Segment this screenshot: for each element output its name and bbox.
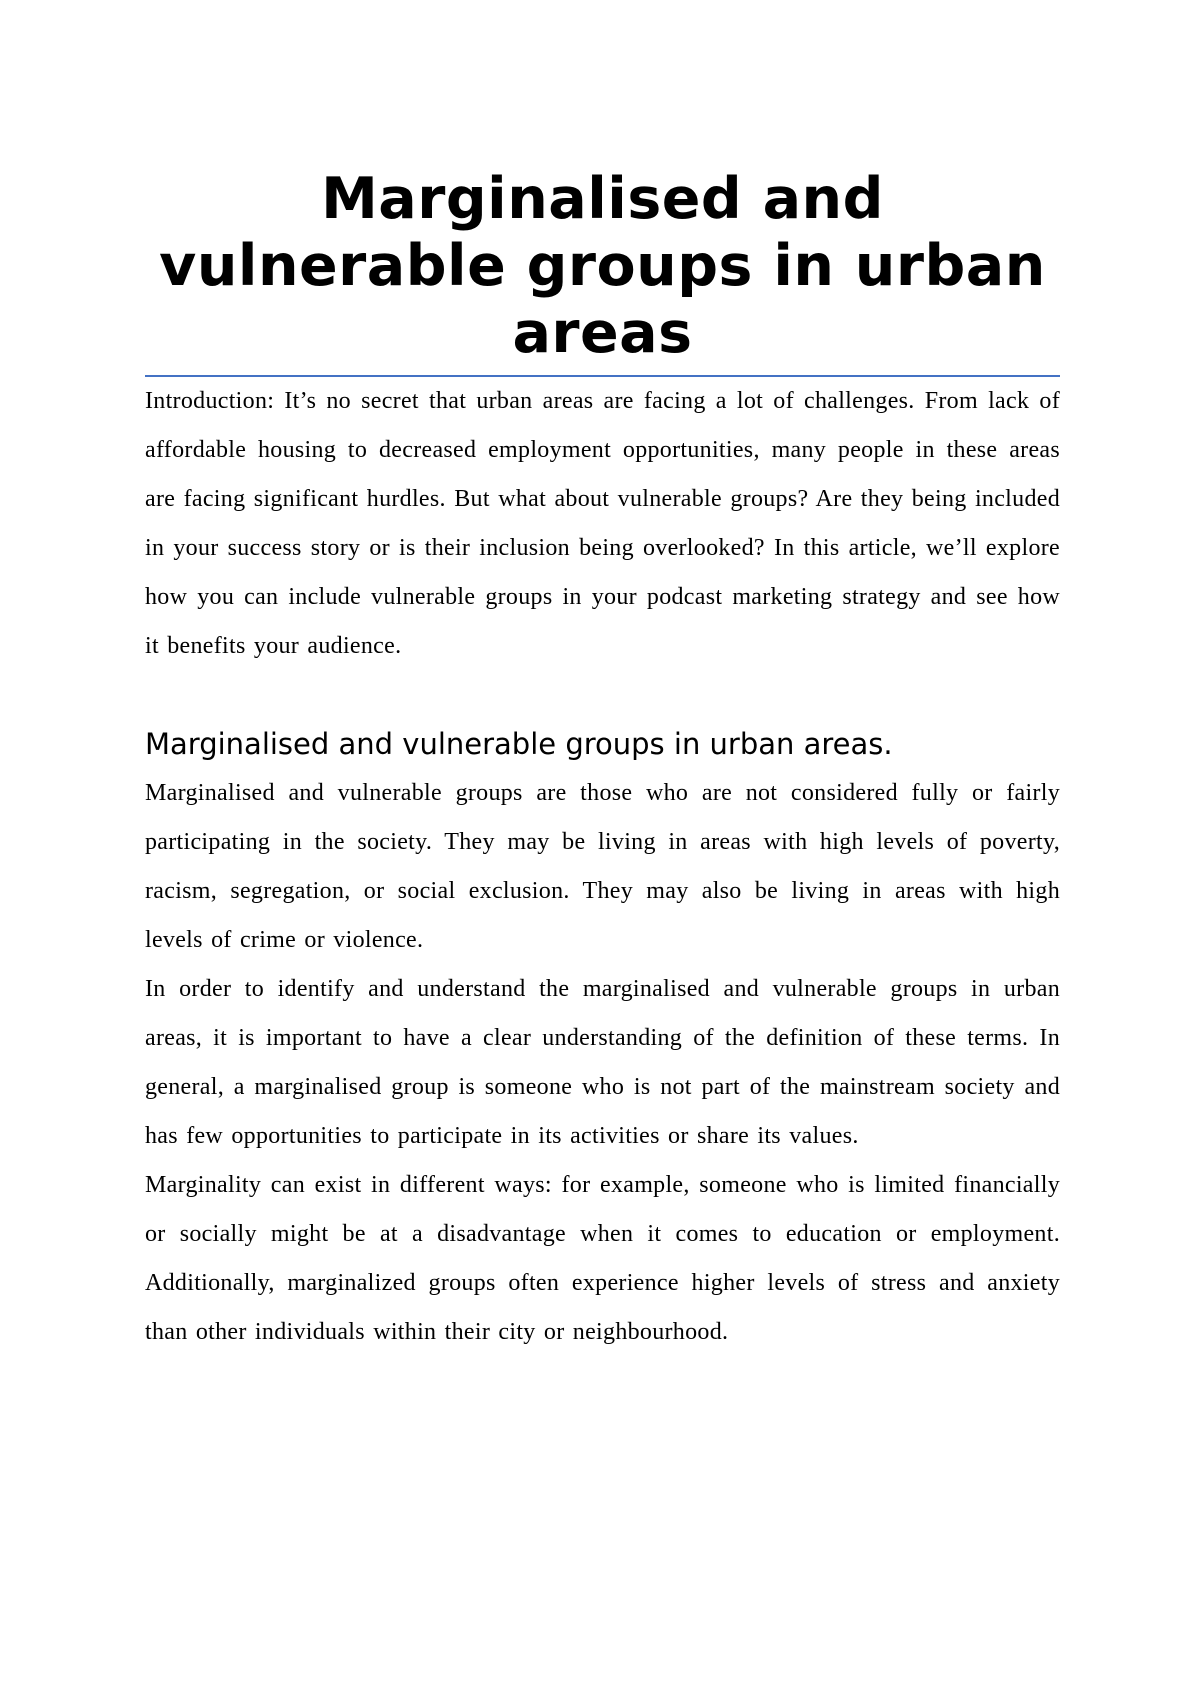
- body-paragraph-2: In order to identify and understand the marginalised and vulnerable groups in urban areas, it is important to have a clear understanding of the definition of these terms. In general, a marginalised group is someone who is not part of the mainstream society and has few opportunities to participate in its activities or share its values.: [145, 976, 1060, 1149]
- section-heading: Marginalised and vulnerable groups in urban areas.: [145, 727, 893, 761]
- document-title: Marginalised and vulnerable groups in urban areas: [159, 166, 1046, 366]
- intro-paragraph: Introduction: It’s no secret that urban areas are facing a lot of challenges. From lack of affordable housing to decreased employment opportunities, many people in these areas are facing significant hurdles. But what about vulnerable groups? Are they being included in your success story or is their inclusion being overlooked? In this article, we’ll explore how you can include vulnerable groups in your podcast marketing strategy and see how it benefits your audience.: [145, 388, 1060, 659]
- body-paragraph-1: Marginalised and vulnerable groups are those who are not considered fully or fairly participating in the society. They may be living in areas with high levels of poverty, racism, segregation, or social exclusion. They may also be living in areas with high levels of crime or violence.: [145, 780, 1060, 953]
- body-paragraph-3: Marginality can exist in different ways: for example, someone who is limited financially or socially might be at a disadvantage when it comes to education or employment. Additionally, marginalized groups often experience higher levels of stress and anxiety than other individuals within their city or neighbourhood.: [145, 1172, 1060, 1345]
- document-body: [145, 166, 1060, 1357]
